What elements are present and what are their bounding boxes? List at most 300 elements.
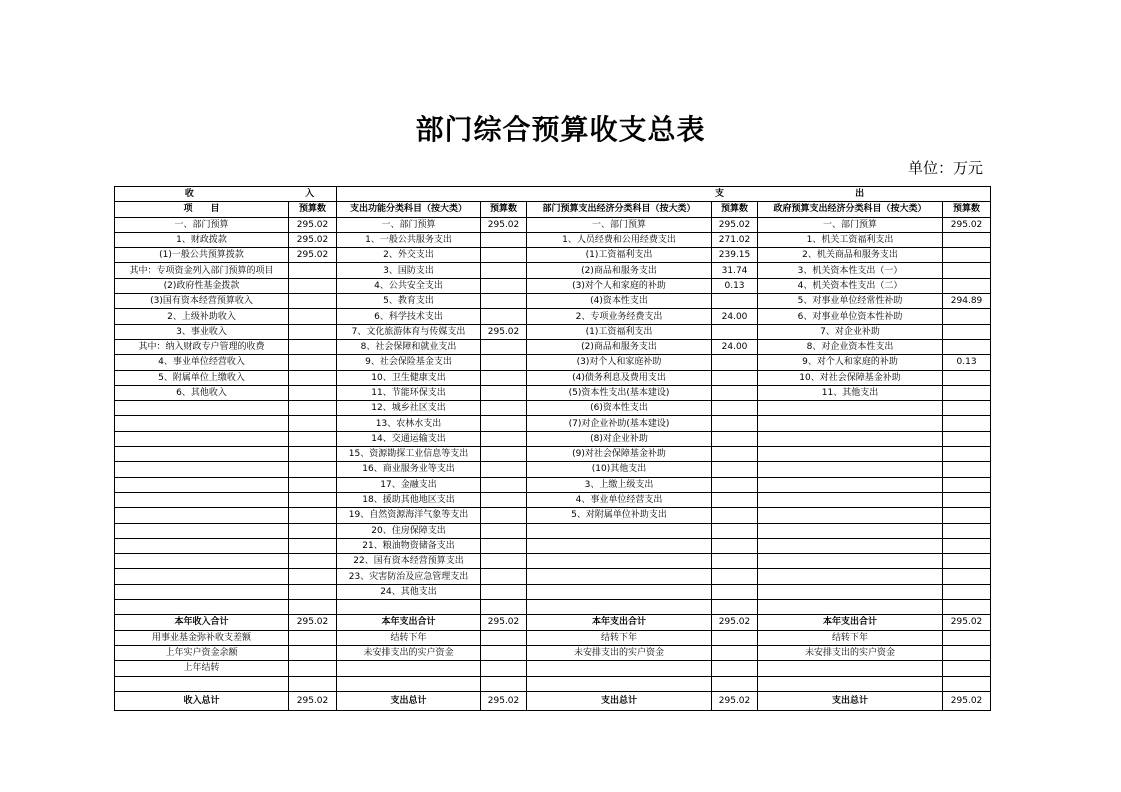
amount-cell [289,600,337,615]
item-cell [758,416,943,431]
item-cell: (5)资本性支出(基本建设) [527,385,712,400]
income-section-header [115,187,337,202]
amount-cell [289,278,337,293]
amount-cell [943,462,991,477]
item-cell [758,584,943,599]
item-cell: (2)商品和服务支出 [527,263,712,278]
item-cell [758,538,943,553]
amount-cell [712,554,758,569]
amount-cell [943,492,991,507]
item-cell [337,676,481,691]
item-cell [527,554,712,569]
amount-cell [712,462,758,477]
amount-cell [943,569,991,584]
table-row [115,600,991,615]
item-cell: 22、国有资本经营预算支出 [337,554,481,569]
item-cell: 10、对社会保障基金补助 [758,370,943,385]
item-cell: 2、机关商品和服务支出 [758,248,943,263]
amount-cell [481,523,527,538]
item-cell: 4、公共安全支出 [337,278,481,293]
amount-cell [481,676,527,691]
item-cell: 3、机关资本性支出（一） [758,263,943,278]
table-row [115,630,991,645]
item-cell [115,676,289,691]
amount-cell: 295.02 [943,691,991,710]
amount-cell [943,278,991,293]
amount-cell [289,370,337,385]
amount-cell [712,661,758,676]
item-cell [758,492,943,507]
amount-cell: 271.02 [712,232,758,247]
table-row [115,217,991,232]
table-row [115,263,991,278]
amount-cell [943,554,991,569]
item-cell: (4)债务利息及费用支出 [527,370,712,385]
item-cell: 4、机关资本性支出（二） [758,278,943,293]
amount-cell: 295.02 [712,615,758,630]
item-cell: 9、社会保险基金支出 [337,355,481,370]
unit-label: 单位：万元 [907,159,983,177]
amount-cell [289,462,337,477]
item-cell: (8)对企业补助 [527,431,712,446]
item-cell [337,661,481,676]
header-cell: 政府预算支出经济分类科目（按大类） [758,202,943,217]
item-cell: 2、专项业务经费支出 [527,309,712,324]
amount-cell: 295.02 [943,217,991,232]
amount-cell [943,339,991,354]
amount-cell [289,523,337,538]
item-cell: 11、其他支出 [758,385,943,400]
item-cell: 6、对事业单位资本性补助 [758,309,943,324]
amount-cell [289,355,337,370]
item-cell: 13、农林水支出 [337,416,481,431]
item-cell: 结转下年 [758,630,943,645]
amount-cell [289,324,337,339]
item-cell: (3)对个人和家庭的补助 [527,278,712,293]
amount-cell [943,600,991,615]
item-cell: 20、住房保障支出 [337,523,481,538]
amount-cell [943,676,991,691]
item-cell: 19、自然资源海洋气象等支出 [337,508,481,523]
amount-cell [943,538,991,553]
item-cell: 结转下年 [527,630,712,645]
amount-cell [943,385,991,400]
item-cell: 本年支出合计 [337,615,481,630]
item-cell: (1)一般公共预算拨款 [115,248,289,263]
item-cell: 本年收入合计 [115,615,289,630]
header-row [115,202,991,217]
amount-cell [289,401,337,416]
item-cell: 11、节能环保支出 [337,385,481,400]
amount-cell [712,569,758,584]
item-cell: 4、事业单位经营收入 [115,355,289,370]
budget-table [114,186,991,711]
item-cell [115,508,289,523]
amount-cell [481,661,527,676]
amount-cell: 24.00 [712,309,758,324]
table-row [115,385,991,400]
amount-cell [712,584,758,599]
header-cell: 预算数 [943,202,991,217]
amount-cell: 295.02 [712,691,758,710]
header-cell: 部门预算支出经济分类科目（按大类） [527,202,712,217]
item-cell: 9、对个人和家庭的补助 [758,355,943,370]
amount-cell [712,401,758,416]
item-cell: 未安排支出的实户资金 [337,645,481,660]
item-cell: 7、对企业补助 [758,324,943,339]
amount-cell [712,416,758,431]
header-cell: 预算数 [712,202,758,217]
amount-cell [481,538,527,553]
amount-cell [712,645,758,660]
table-row [115,676,991,691]
item-cell: 一、部门预算 [527,217,712,232]
amount-cell [943,248,991,263]
item-cell [758,600,943,615]
amount-cell: 295.02 [481,217,527,232]
item-cell: 5、附属单位上缴收入 [115,370,289,385]
item-cell: 支出总计 [337,691,481,710]
item-cell [527,676,712,691]
item-cell [527,661,712,676]
item-cell [758,523,943,538]
income-section-label: 收 [184,189,194,200]
header-cell: 支出功能分类科目（按大类） [337,202,481,217]
amount-cell [943,661,991,676]
amount-cell [481,263,527,278]
amount-cell [943,309,991,324]
item-cell: (10)其他支出 [527,462,712,477]
table-row [115,324,991,339]
table-row [115,645,991,660]
item-cell: 17、金融支出 [337,477,481,492]
item-cell [758,569,943,584]
amount-cell [943,431,991,446]
section-row [115,187,991,202]
page-title: 部门综合预算收支总表 [415,113,706,146]
amount-cell [289,676,337,691]
amount-cell [481,294,527,309]
amount-cell [481,554,527,569]
table-row [115,278,991,293]
amount-cell [943,584,991,599]
table-row [115,661,991,676]
item-cell: 21、粮油物资储备支出 [337,538,481,553]
item-cell: 1、一般公共服务支出 [337,232,481,247]
item-cell [115,492,289,507]
amount-cell: 295.02 [289,615,337,630]
amount-cell [943,401,991,416]
amount-cell [712,294,758,309]
amount-cell [943,645,991,660]
item-cell: 其中：纳入财政专户管理的收费 [115,339,289,354]
item-cell: 一、部门预算 [115,217,289,232]
amount-cell [481,462,527,477]
amount-cell [943,630,991,645]
amount-cell: 295.02 [289,232,337,247]
item-cell [115,569,289,584]
item-cell: (7)对企业补助(基本建设) [527,416,712,431]
amount-cell: 295.02 [481,615,527,630]
item-cell: 5、对附属单位补助支出 [527,508,712,523]
item-cell: 3、国防支出 [337,263,481,278]
expense-section-label: 支 [714,189,724,200]
amount-cell [289,492,337,507]
item-cell: 3、事业收入 [115,324,289,339]
expense-section-label-2: 出 [855,189,865,200]
header-cell: 预算数 [481,202,527,217]
item-cell [527,569,712,584]
item-cell: 上年结转 [115,661,289,676]
amount-cell [712,676,758,691]
item-cell [527,538,712,553]
amount-cell [943,324,991,339]
table-row [115,477,991,492]
table-row [115,309,991,324]
amount-cell [943,232,991,247]
amount-cell [712,324,758,339]
amount-cell [481,355,527,370]
item-cell: (2)商品和服务支出 [527,339,712,354]
amount-cell [481,645,527,660]
item-cell [758,431,943,446]
amount-cell [289,339,337,354]
table-row [115,339,991,354]
item-cell: 18、援助其他地区支出 [337,492,481,507]
item-cell: 12、城乡社区支出 [337,401,481,416]
amount-cell [481,431,527,446]
amount-cell [481,370,527,385]
amount-cell: 24.00 [712,339,758,354]
item-cell [115,462,289,477]
amount-cell [481,630,527,645]
item-cell [758,401,943,416]
amount-cell: 239.15 [712,248,758,263]
item-cell: 16、商业服务业等支出 [337,462,481,477]
amount-cell: 295.02 [943,615,991,630]
item-cell: 1、机关工资福利支出 [758,232,943,247]
amount-cell [289,416,337,431]
amount-cell: 295.02 [289,691,337,710]
amount-cell [481,447,527,462]
expense-section-header [337,187,991,202]
item-cell [758,447,943,462]
amount-cell [481,401,527,416]
amount-cell [481,248,527,263]
table-row [115,294,991,309]
item-cell: 1、人员经费和公用经费支出 [527,232,712,247]
table-row [115,554,991,569]
table-row [115,248,991,263]
table-row [115,232,991,247]
table-row [115,401,991,416]
table-row [115,462,991,477]
amount-cell [289,584,337,599]
item-cell: 用事业基金弥补收支差额 [115,630,289,645]
amount-cell [712,523,758,538]
item-cell [115,447,289,462]
item-cell [527,584,712,599]
amount-cell [289,569,337,584]
amount-cell [481,492,527,507]
amount-cell [481,309,527,324]
item-cell: (1)工资福利支出 [527,248,712,263]
item-cell: 本年支出合计 [758,615,943,630]
amount-cell [712,600,758,615]
amount-cell [289,309,337,324]
item-cell: (4)资本性支出 [527,294,712,309]
item-cell [115,554,289,569]
amount-cell [289,554,337,569]
item-cell: 3、上缴上级支出 [527,477,712,492]
header-cell: 项 目 [115,202,289,217]
item-cell [115,538,289,553]
item-cell: (3)国有资本经营预算收入 [115,294,289,309]
item-cell: 15、资源勘探工业信息等支出 [337,447,481,462]
amount-cell [289,538,337,553]
amount-cell [289,630,337,645]
item-cell: 结转下年 [337,630,481,645]
amount-cell [289,431,337,446]
item-cell: 6、科学技术支出 [337,309,481,324]
amount-cell [481,278,527,293]
amount-cell [943,416,991,431]
table-row [115,615,991,630]
header-cell: 预算数 [289,202,337,217]
amount-cell [289,385,337,400]
amount-cell: 0.13 [943,355,991,370]
amount-cell [943,447,991,462]
amount-cell [712,385,758,400]
table-row [115,416,991,431]
item-cell [758,676,943,691]
amount-cell [712,630,758,645]
table-row [115,691,991,710]
amount-cell: 294.89 [943,294,991,309]
amount-cell [712,431,758,446]
amount-cell [481,416,527,431]
item-cell [115,600,289,615]
table-row [115,538,991,553]
table-row [115,431,991,446]
amount-cell [712,477,758,492]
amount-cell [712,538,758,553]
item-cell [115,584,289,599]
item-cell: 10、卫生健康支出 [337,370,481,385]
item-cell: 未安排支出的实户资金 [758,645,943,660]
amount-cell [712,492,758,507]
table-row [115,569,991,584]
item-cell: 收入总计 [115,691,289,710]
amount-cell: 295.02 [289,217,337,232]
amount-cell [289,508,337,523]
item-cell: 8、社会保障和就业支出 [337,339,481,354]
item-cell: 5、教育支出 [337,294,481,309]
item-cell: 8、对企业资本性支出 [758,339,943,354]
item-cell [758,554,943,569]
item-cell [527,523,712,538]
item-cell: 14、交通运输支出 [337,431,481,446]
amount-cell [481,339,527,354]
amount-cell [712,355,758,370]
item-cell: 一、部门预算 [758,217,943,232]
amount-cell [481,508,527,523]
item-cell: 支出总计 [527,691,712,710]
item-cell [758,508,943,523]
table-row [115,492,991,507]
item-cell: 23、灾害防治及应急管理支出 [337,569,481,584]
amount-cell [289,661,337,676]
amount-cell: 295.02 [712,217,758,232]
item-cell [758,477,943,492]
item-cell [758,462,943,477]
amount-cell [289,263,337,278]
item-cell: (9)对社会保障基金补助 [527,447,712,462]
amount-cell: 295.02 [289,248,337,263]
amount-cell [289,477,337,492]
item-cell [115,416,289,431]
item-cell: 1、财政拨款 [115,232,289,247]
item-cell: (2)政府性基金拨款 [115,278,289,293]
table-row [115,370,991,385]
item-cell: 2、外交支出 [337,248,481,263]
amount-cell [943,370,991,385]
amount-cell: 31.74 [712,263,758,278]
item-cell: (3)对个人和家庭补助 [527,355,712,370]
amount-cell [481,385,527,400]
item-cell [758,661,943,676]
table-row [115,584,991,599]
item-cell [115,523,289,538]
amount-cell [481,232,527,247]
amount-cell [481,600,527,615]
amount-cell [481,569,527,584]
table-row [115,508,991,523]
item-cell: 本年支出合计 [527,615,712,630]
item-cell: 4、事业单位经营支出 [527,492,712,507]
item-cell: 上年实户资金余额 [115,645,289,660]
amount-cell [943,508,991,523]
amount-cell: 0.13 [712,278,758,293]
table-row [115,355,991,370]
item-cell [337,600,481,615]
amount-cell: 295.02 [481,691,527,710]
item-cell: 未安排支出的实户资金 [527,645,712,660]
amount-cell [943,263,991,278]
amount-cell [943,523,991,538]
amount-cell [481,477,527,492]
amount-cell [481,584,527,599]
item-cell: 5、对事业单位经常性补助 [758,294,943,309]
item-cell: 一、部门预算 [337,217,481,232]
item-cell: (1)工资福利支出 [527,324,712,339]
item-cell: 其中：专项资金列入部门预算的项目 [115,263,289,278]
item-cell [115,401,289,416]
amount-cell: 295.02 [481,324,527,339]
amount-cell [289,447,337,462]
item-cell: 支出总计 [758,691,943,710]
item-cell [115,477,289,492]
item-cell: 24、其他支出 [337,584,481,599]
table-row [115,523,991,538]
amount-cell [289,294,337,309]
income-section-label-2: 入 [305,189,315,200]
item-cell: 7、文化旅游体育与传媒支出 [337,324,481,339]
item-cell: 6、其他收入 [115,385,289,400]
amount-cell [712,447,758,462]
item-cell: 2、上级补助收入 [115,309,289,324]
amount-cell [289,645,337,660]
